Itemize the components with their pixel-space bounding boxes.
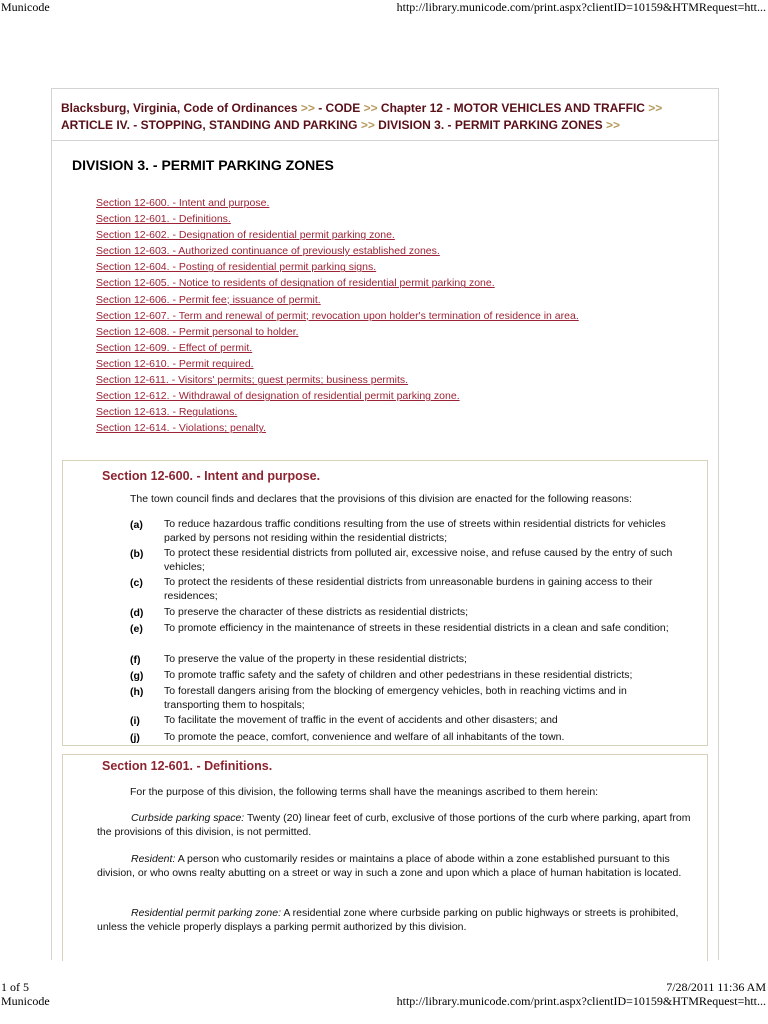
definition-text: A person who customarily resides or maintains a place of abode within a zone established pursuant to this division, or who owns realty abutting on a street or way in such a zone and upon which a place of human habitation is located. — [97, 853, 682, 879]
toc-item — [96, 211, 579, 227]
toc-link-12-601[interactable]: Section 12-601. - Definitions. — [96, 213, 231, 226]
print-datetime: 7/28/2011 11:36 AM — [666, 980, 766, 994]
breadcrumb-separator: >> — [648, 101, 663, 115]
definition-residential-permit-parking-zone — [97, 906, 697, 934]
section-toc — [96, 195, 579, 436]
toc-item — [96, 340, 579, 356]
breadcrumb-chapter-12[interactable]: Chapter 12 - MOTOR VEHICLES AND TRAFFIC — [380, 101, 645, 115]
item-text: To reduce hazardous traffic conditions resulting from the use of streets within residential districts for vehicles parked by persons not residing within the residential districts; — [164, 518, 666, 544]
document-frame — [51, 88, 719, 960]
toc-link-12-600[interactable]: Section 12-600. - Intent and purpose. — [96, 197, 270, 209]
section-12-601 — [62, 754, 708, 961]
breadcrumb-separator: >> — [605, 118, 620, 132]
breadcrumb — [61, 100, 711, 134]
toc-link-12-609[interactable]: Section 12-609. - Effect of permit. — [96, 341, 253, 354]
item-label: (a) — [130, 519, 143, 531]
toc-link-12-611[interactable]: Section 12-611. - Visitors' permits; guest permits; business permits. — [96, 374, 409, 387]
division-title: DIVISION 3. - PERMIT PARKING ZONES — [72, 157, 334, 173]
section-12-600 — [62, 460, 708, 746]
toc-item — [96, 195, 579, 211]
item-label: (i) — [130, 715, 140, 727]
item-label: (j) — [130, 732, 140, 744]
toc-item — [96, 356, 579, 372]
toc-link-12-607[interactable]: Section 12-607. - Term and renewal of permit; revocation upon holder's termination of residence in area. — [96, 309, 579, 322]
item-text: To facilitate the movement of traffic in the event of accidents and other disasters; and — [164, 714, 558, 726]
item-text: To preserve the value of the property in these residential districts; — [164, 653, 467, 665]
definition-text: A residential zone where curbside parking on public highways or streets is prohibited, unless the vehicle properly displays a parking permit authorized by this division. — [97, 907, 679, 933]
toc-link-12-612[interactable]: Section 12-612. - Withdrawal of designation of residential permit parking zone. — [96, 390, 460, 403]
print-header-title: Municode — [1, 0, 50, 14]
breadcrumb-code[interactable]: - CODE — [318, 101, 361, 115]
item-text: To forestall dangers arising from the blocking of emergency vehicles, both in reaching victims and in transporting them to hospitals; — [164, 685, 627, 711]
breadcrumb-separator: >> — [300, 101, 315, 115]
print-footer — [0, 980, 768, 994]
toc-item — [96, 227, 579, 243]
breadcrumb-code-of-ordinances[interactable]: Blacksburg, Virginia, Code of Ordinances — [61, 101, 298, 115]
toc-item — [96, 324, 579, 340]
item-label: (c) — [130, 577, 143, 589]
item-label: (g) — [130, 670, 144, 682]
item-label: (b) — [130, 548, 144, 560]
breadcrumb-separator: >> — [363, 101, 378, 115]
print-footer-title: Municode — [1, 994, 50, 1008]
toc-link-12-606[interactable]: Section 12-606. - Permit fee; issuance of permit. — [96, 293, 321, 306]
toc-link-12-605[interactable]: Section 12-605. - Notice to residents of designation of residential permit parking zone. — [96, 277, 495, 290]
item-label: (d) — [130, 607, 144, 619]
print-footer-url: http://library.municode.com/print.aspx?clientID=10159&HTMRequest=htt... — [396, 994, 766, 1008]
toc-item — [96, 259, 579, 275]
item-text: To promote the peace, comfort, convenience and welfare of all inhabitants of the town. — [164, 731, 565, 743]
item-text: To protect the residents of these residential districts from unreasonable burdens in gaining access to their residences; — [164, 576, 653, 602]
section-intro: The town council finds and declares that the provisions of this division are enacted for the following reasons: — [130, 493, 632, 505]
toc-item — [96, 420, 579, 436]
toc-item — [96, 308, 579, 324]
toc-item — [96, 388, 579, 404]
toc-link-12-610[interactable]: Section 12-610. - Permit required. — [96, 357, 254, 370]
definition-term: Curbside parking space: — [131, 812, 245, 824]
item-text: To promote traffic safety and the safety of children and other pedestrians in these residential districts; — [164, 669, 633, 681]
toc-link-12-614[interactable]: Section 12-614. - Violations; penalty. — [96, 422, 267, 435]
definition-term: Residential permit parking zone: — [131, 907, 281, 919]
page-counter: 1 of 5 — [1, 980, 29, 994]
toc-item — [96, 292, 579, 308]
item-text: To preserve the character of these districts as residential districts; — [164, 606, 469, 618]
item-label: (h) — [130, 686, 144, 698]
section-title: Section 12-601. - Definitions. — [102, 759, 273, 773]
item-text: To protect these residential districts from polluted air, excessive noise, and refuse caused by the entry of such vehicles; — [164, 547, 673, 573]
toc-link-12-602[interactable]: Section 12-602. - Designation of residential permit parking zone. — [96, 229, 395, 242]
definition-curbside-parking-space — [97, 811, 697, 839]
section-intro: For the purpose of this division, the following terms shall have the meanings ascribed to them herein: — [130, 786, 599, 798]
toc-link-12-608[interactable]: Section 12-608. - Permit personal to holder. — [96, 325, 299, 338]
breadcrumb-separator: >> — [360, 118, 375, 132]
breadcrumb-division-3[interactable]: DIVISION 3. - PERMIT PARKING ZONES — [378, 118, 603, 132]
toc-link-12-604[interactable]: Section 12-604. - Posting of residential permit parking signs. — [96, 261, 377, 274]
item-label: (f) — [130, 654, 141, 666]
toc-link-12-603[interactable]: Section 12-603. - Authorized continuance of previously established zones. — [96, 245, 440, 258]
definition-term: Resident: — [131, 853, 176, 865]
breadcrumb-article-iv[interactable]: ARTICLE IV. - STOPPING, STANDING AND PARKING — [61, 118, 358, 132]
definition-text: Twenty (20) linear feet of curb, exclusive of those portions of the curb where parking, apart from the provisions of this division, is not permitted. — [97, 812, 691, 838]
breadcrumb-divider — [52, 140, 718, 141]
item-label: (e) — [130, 623, 143, 635]
item-text: To promote efficiency in the maintenance of streets in these residential districts in a clean and safe condition; — [164, 622, 669, 634]
print-footer-source — [0, 994, 768, 1008]
toc-item — [96, 275, 579, 291]
print-header-url: http://library.municode.com/print.aspx?clientID=10159&HTMRequest=htt... — [396, 0, 766, 14]
toc-item — [96, 404, 579, 420]
toc-item — [96, 372, 579, 388]
toc-link-12-613[interactable]: Section 12-613. - Regulations. — [96, 406, 238, 419]
toc-item — [96, 243, 579, 259]
section-title: Section 12-600. - Intent and purpose. — [102, 469, 321, 483]
definition-resident — [97, 852, 697, 880]
print-header — [0, 0, 768, 14]
